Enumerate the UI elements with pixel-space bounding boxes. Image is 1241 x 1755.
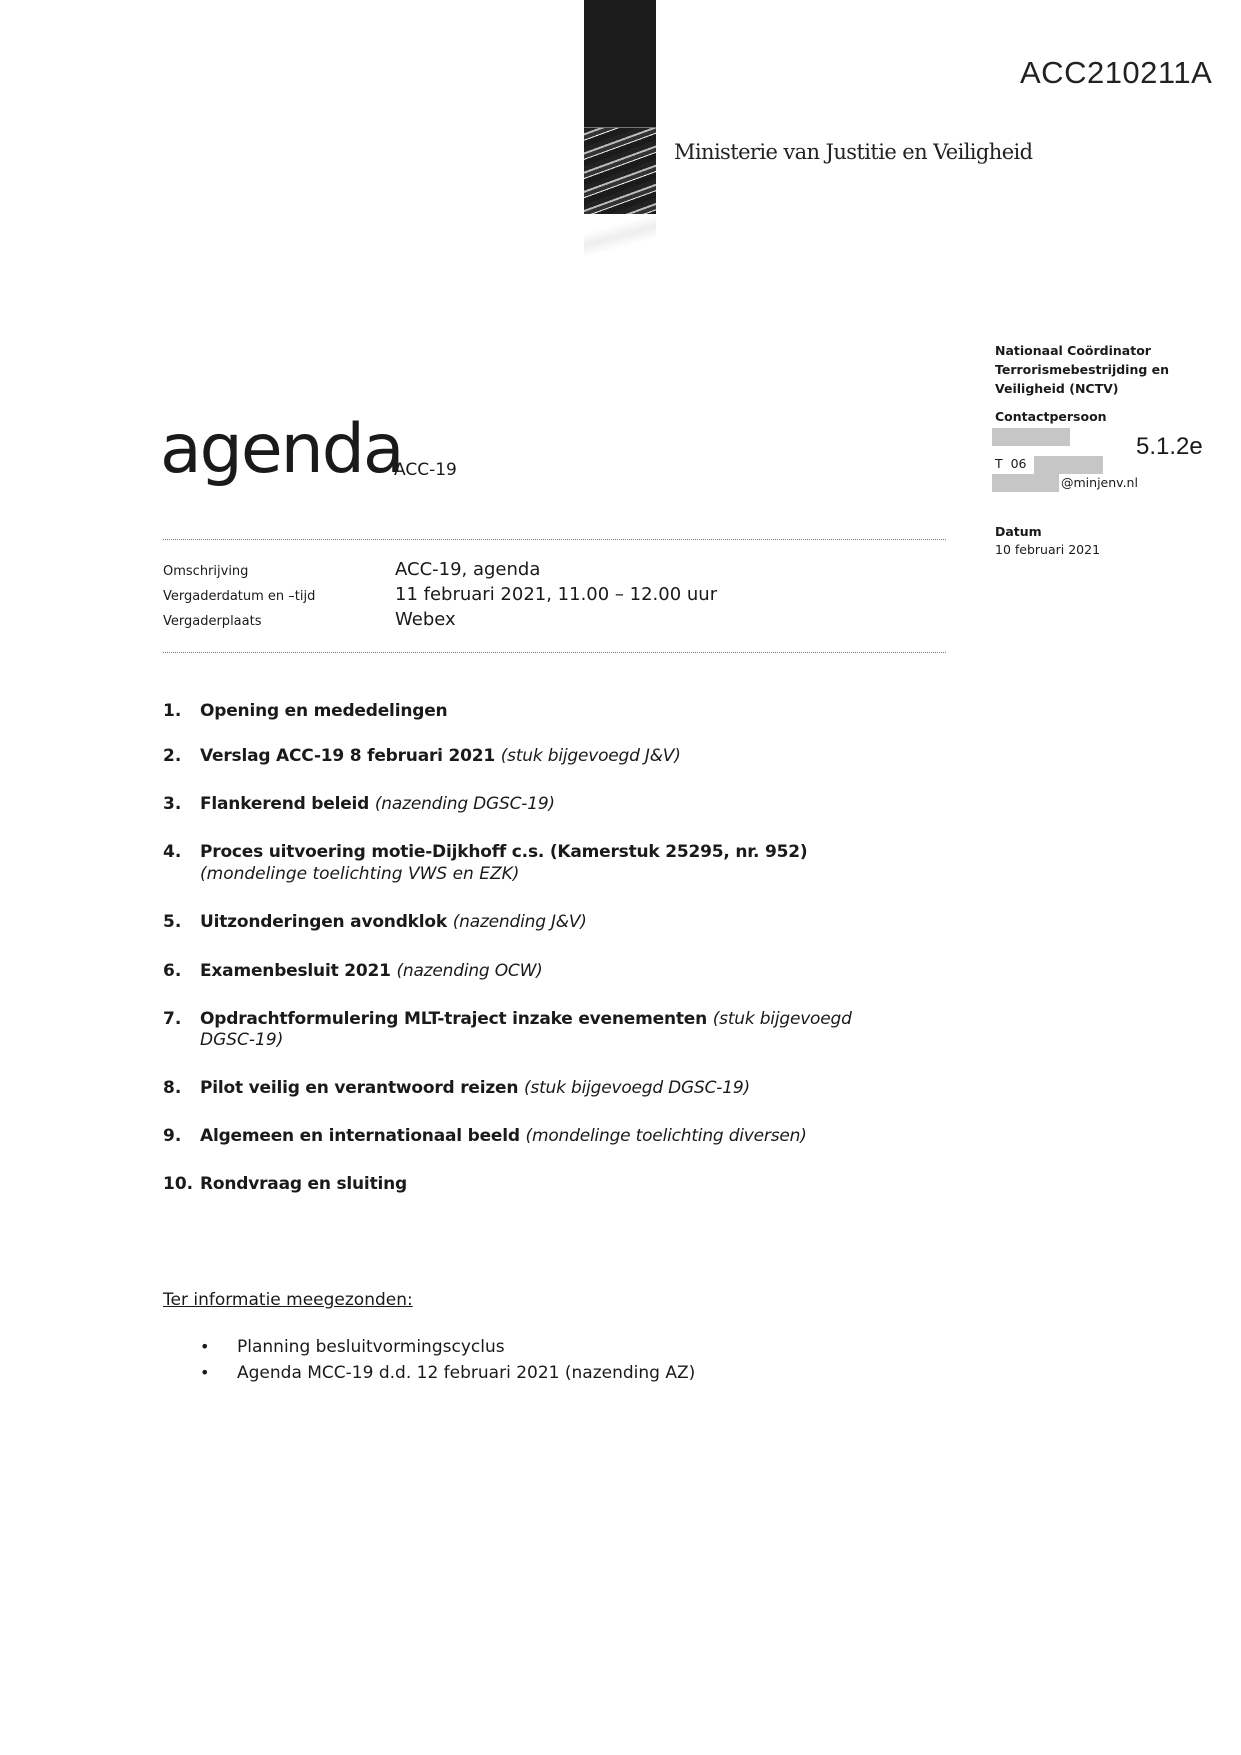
item-note: (mondelinge toelichting VWS en EZK) — [200, 864, 520, 884]
redaction-box — [1034, 456, 1103, 474]
agenda-item — [200, 794, 555, 814]
document-id: ACC210211A — [1020, 55, 1213, 90]
logo-emblem-texture — [584, 127, 656, 215]
info-item: Planning besluitvormingscyclus — [237, 1337, 505, 1357]
redaction-code: 5.1.2e — [1136, 433, 1203, 460]
item-title: Uitzonderingen avondklok — [200, 912, 447, 932]
contact-label: Contactpersoon — [995, 409, 1107, 424]
item-note: (stuk bijgevoegd — [712, 1009, 852, 1029]
item-title: Opening en mededelingen — [200, 701, 448, 721]
page-subtitle: ACC-19 — [394, 460, 457, 480]
item-number: 4. — [163, 842, 182, 862]
agenda-item — [200, 1174, 407, 1194]
date-value: 10 februari 2021 — [995, 542, 1101, 557]
bullet-icon: • — [200, 1337, 210, 1356]
item-number: 5. — [163, 912, 182, 932]
item-title: Proces uitvoering motie-Dijkhoff c.s. (Kamerstuk 25295, nr. 952) — [200, 842, 808, 862]
item-note: (nazending J&V) — [452, 912, 587, 932]
item-note: DGSC-19) — [200, 1030, 284, 1050]
agenda-item — [200, 912, 587, 932]
email-suffix: @minjenv.nl — [1061, 475, 1138, 490]
item-title: Examenbesluit 2021 — [200, 961, 391, 981]
redaction-box — [992, 428, 1070, 446]
org-line: Nationaal Coördinator — [995, 343, 1151, 358]
org-line: Veiligheid (NCTV) — [995, 381, 1119, 396]
item-note: (nazending DGSC-19) — [374, 794, 555, 814]
meta-value: ACC-19, agenda — [395, 559, 541, 580]
item-title: Opdrachtformulering MLT-traject inzake evenementen — [200, 1009, 708, 1029]
agenda-item — [200, 1078, 750, 1098]
item-title: Pilot veilig en verantwoord reizen — [200, 1078, 519, 1098]
item-title: Rondvraag en sluiting — [200, 1174, 407, 1194]
agenda-item — [200, 1009, 852, 1029]
meta-label: Vergaderdatum en –tijd — [163, 589, 316, 604]
meta-label: Omschrijving — [163, 564, 249, 579]
phone-prefix: T 06 — [995, 456, 1027, 471]
item-note: (mondelinge toelichting diversen) — [525, 1126, 807, 1146]
item-title: Flankerend beleid — [200, 794, 370, 814]
item-number: 8. — [163, 1078, 182, 1098]
org-line: Terrorismebestrijding en — [995, 362, 1170, 377]
page-title: agenda — [160, 410, 403, 489]
item-number: 6. — [163, 961, 182, 981]
divider — [163, 539, 946, 540]
redaction-box — [992, 474, 1059, 492]
item-number: 7. — [163, 1009, 182, 1029]
item-number: 1. — [163, 701, 182, 721]
item-title: Verslag ACC-19 8 februari 2021 — [200, 746, 496, 766]
agenda-item — [200, 961, 543, 981]
divider — [163, 652, 946, 653]
item-title: Algemeen en internationaal beeld — [200, 1126, 520, 1146]
item-note: (stuk bijgevoegd J&V) — [500, 746, 681, 766]
agenda-item — [200, 1126, 807, 1146]
item-number: 2. — [163, 746, 182, 766]
info-heading: Ter informatie meegezonden: — [163, 1290, 413, 1310]
ministry-name: Ministerie van Justitie en Veiligheid — [674, 140, 1033, 164]
logo-emblem-reflection — [584, 214, 656, 258]
item-number: 10. — [163, 1174, 194, 1194]
meta-value: Webex — [395, 609, 456, 630]
item-number: 9. — [163, 1126, 182, 1146]
meta-label: Vergaderplaats — [163, 614, 262, 629]
meta-value: 11 februari 2021, 11.00 – 12.00 uur — [395, 584, 718, 605]
item-note: (stuk bijgevoegd DGSC-19) — [524, 1078, 750, 1098]
item-number: 3. — [163, 794, 182, 814]
agenda-item — [200, 746, 681, 766]
agenda-item — [200, 701, 447, 721]
date-label: Datum — [995, 524, 1042, 539]
item-note: (nazending OCW) — [396, 961, 543, 981]
agenda-item — [200, 842, 807, 862]
bullet-icon: • — [200, 1363, 210, 1382]
info-item: Agenda MCC-19 d.d. 12 februari 2021 (nazending AZ) — [237, 1363, 696, 1383]
